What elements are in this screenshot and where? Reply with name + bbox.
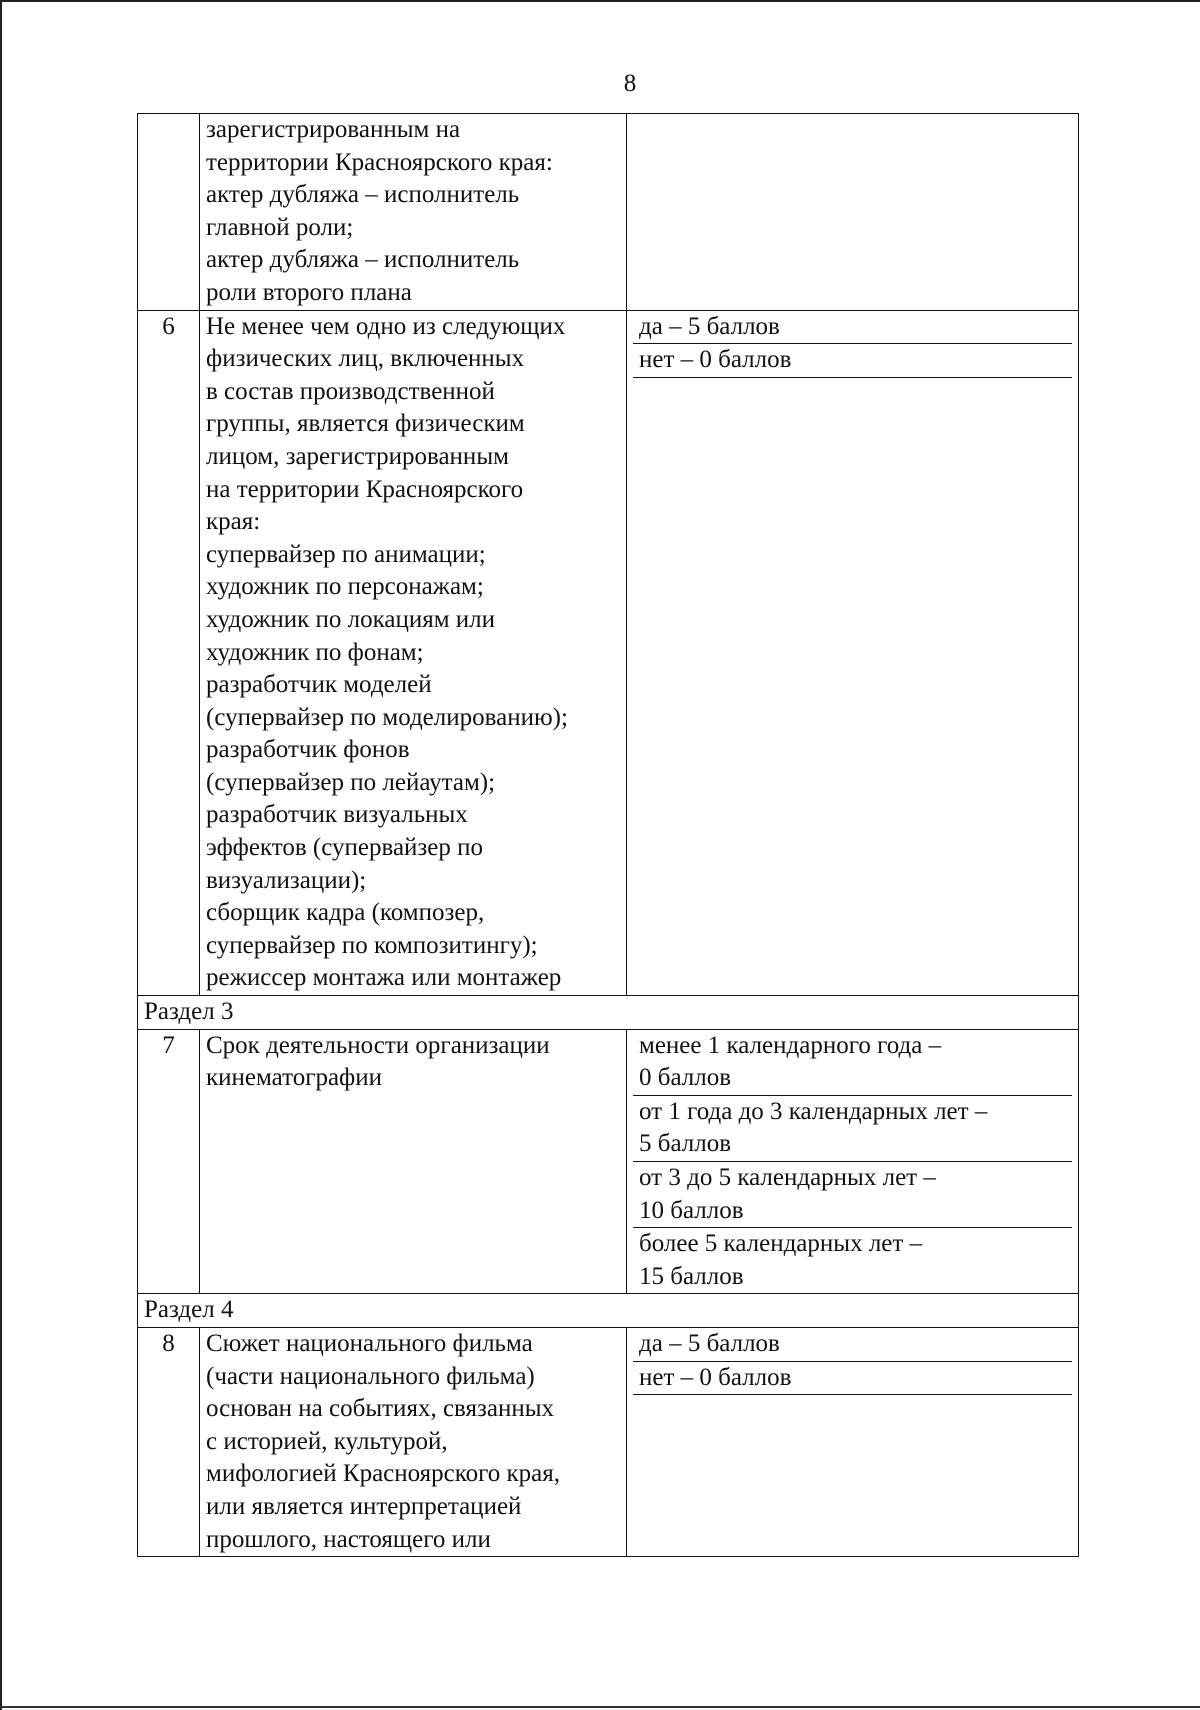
criterion-line: супервайзер по композитингу);: [206, 931, 538, 959]
criterion-line: Срок деятельности организации: [206, 1031, 550, 1059]
score-option: [633, 1096, 1072, 1162]
score-option: да – 5 баллов: [633, 311, 1072, 345]
criterion-line: актер дубляжа – исполнитель: [206, 181, 520, 209]
score-option: [633, 1162, 1072, 1228]
score-line: от 3 до 5 календарных лет –: [639, 1164, 936, 1191]
criterion-line: мифологией Красноярского края,: [206, 1460, 561, 1488]
page-border-bottom: [0, 1706, 1200, 1708]
criterion-line: (супервайзер по лейаутам);: [206, 768, 496, 796]
score-cell: [627, 310, 1079, 995]
score-line: 5 баллов: [639, 1130, 732, 1158]
criterion-line: группы, является физическим: [206, 410, 525, 438]
score-line: 15 баллов: [639, 1262, 744, 1290]
score-option: нет – 0 баллов: [633, 1362, 1072, 1396]
criterion-line: (супервайзер по моделированию);: [206, 703, 568, 731]
score-cell: [627, 1327, 1079, 1556]
criterion-line: художник по фонам;: [206, 638, 424, 666]
score-option: нет – 0 баллов: [633, 344, 1072, 378]
score-line: более 5 календарных лет –: [639, 1230, 923, 1258]
section-label: Раздел 4: [138, 1294, 1079, 1328]
score-option: [633, 1030, 1072, 1096]
criterion-line: (части национального фильма): [206, 1362, 535, 1390]
criterion-line: роли второго плана: [206, 278, 412, 306]
criterion-line: режиссер монтажа или монтажер: [206, 964, 562, 992]
score-line: 10 баллов: [639, 1196, 744, 1224]
criterion-cell: [200, 310, 627, 995]
criterion-line: эффектов (супервайзер по: [206, 834, 484, 862]
criterion-line: прошлого, настоящего или: [206, 1525, 491, 1553]
criterion-cell: [200, 1327, 627, 1556]
criterion-line: кинематографии: [206, 1064, 383, 1092]
criterion-line: разработчик фонов: [206, 736, 410, 764]
row-number: 6: [138, 310, 200, 995]
criterion-line: края:: [206, 508, 261, 536]
criterion-line: зарегистрированным на: [206, 116, 461, 143]
row-number: 7: [138, 1029, 200, 1294]
section-row: [138, 1294, 1079, 1328]
criterion-line: художник по локациям или: [206, 605, 496, 633]
row-number: 8: [138, 1327, 200, 1556]
score-option: да – 5 баллов: [633, 1328, 1072, 1362]
criterion-line: актер дубляжа – исполнитель: [206, 246, 520, 274]
criterion-line: или является интерпретацией: [206, 1492, 522, 1520]
table-row: [138, 1029, 1079, 1294]
criterion-line: лицом, зарегистрированным: [206, 442, 509, 470]
section-label: Раздел 3: [138, 996, 1079, 1030]
criterion-cell: [200, 114, 627, 311]
criterion-line: на территории Красноярского: [206, 475, 524, 503]
criterion-line: супервайзер по анимации;: [206, 540, 486, 568]
section-row: [138, 996, 1079, 1030]
criterion-line: главной роли;: [206, 213, 354, 241]
criterion-line: сборщик кадра (композер,: [206, 899, 485, 927]
criterion-line: разработчик визуальных: [206, 801, 468, 829]
score-line: 0 баллов: [639, 1064, 732, 1092]
criterion-cell: [200, 1029, 627, 1294]
criterion-line: с историей, культурой,: [206, 1427, 448, 1455]
criterion-line: основан на событиях, связанных: [206, 1395, 555, 1423]
criterion-line: Не менее чем одно из следующих: [206, 312, 566, 340]
score-line: менее 1 календарного года –: [639, 1031, 942, 1059]
criteria-table: [137, 113, 1079, 1557]
criterion-line: Сюжет национального фильма: [206, 1329, 533, 1357]
score-cell: [627, 1029, 1079, 1294]
criterion-line: территории Красноярского края:: [206, 148, 553, 176]
score-cell: [627, 114, 1079, 311]
score-line: от 1 года до 3 календарных лет –: [639, 1097, 988, 1125]
score-option: [633, 1228, 1072, 1293]
page-number: 8: [623, 70, 637, 97]
criterion-line: в состав производственной: [206, 377, 495, 405]
table-row: [138, 310, 1079, 995]
criterion-line: художник по персонажам;: [206, 573, 484, 601]
criterion-line: разработчик моделей: [206, 671, 432, 699]
table-row: [138, 1327, 1079, 1556]
page-border-top: [0, 0, 1200, 2]
criterion-line: визуализации);: [206, 866, 367, 894]
criterion-line: физических лиц, включенных: [206, 345, 525, 373]
table-row: [138, 114, 1079, 311]
row-number-cell: [138, 114, 200, 311]
page-border-left: [0, 0, 2, 1710]
